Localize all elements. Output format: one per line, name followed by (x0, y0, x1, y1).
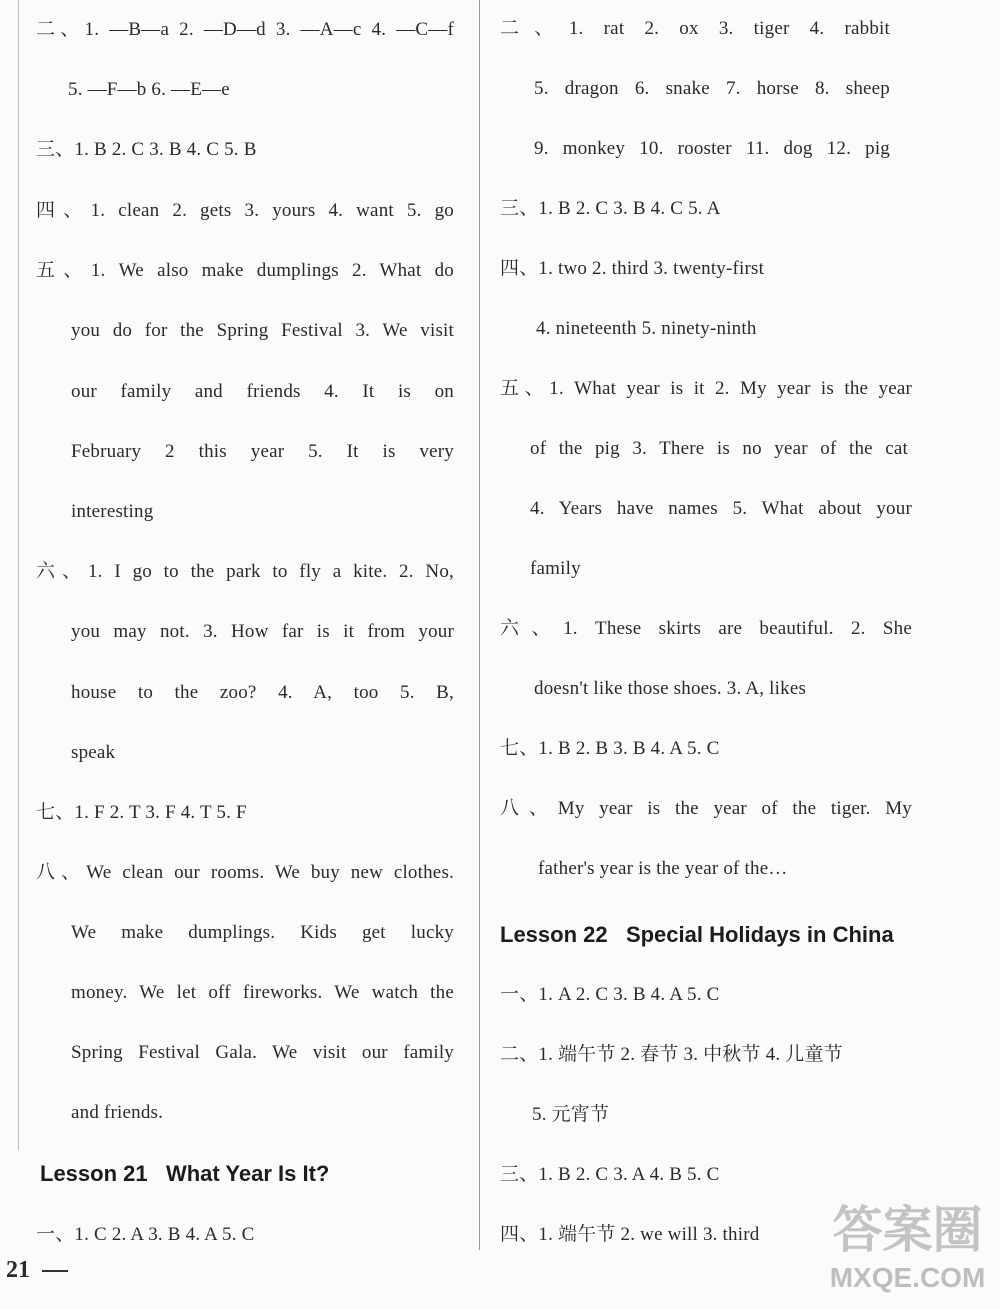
answer-line: speak (71, 742, 116, 763)
answer-line: father's year is the year of the… (538, 858, 788, 879)
answer-line: 4. Years have names 5. What about your (530, 498, 912, 519)
answer-line: 5. dragon 6. snake 7. horse 8. sheep (534, 78, 890, 99)
answer-line: our family and friends 4. It is on (71, 381, 454, 402)
answer-line: 二、1. —B—a 2. —D—d 3. —A—c 4. —C—f (36, 19, 454, 40)
answer-line: 三、1. B 2. C 3. B 4. C 5. A (500, 198, 721, 219)
answer-line: doesn't like those shoes. 3. A, likes (534, 678, 807, 699)
answer-line: 六、1. These skirts are beautiful. 2. She (500, 618, 912, 639)
page-number-dash (42, 1270, 68, 1272)
watermark-url: MXQE.COM (829, 1262, 986, 1293)
answer-line: 四、1. clean 2. gets 3. yours 4. want 5. go (36, 200, 454, 221)
answer-line: 一、1. A 2. C 3. B 4. A 5. C (500, 984, 720, 1005)
answer-line: you may not. 3. How far is it from your (71, 621, 454, 642)
page-number: 21 (6, 1257, 30, 1283)
lesson-21-heading: Lesson 21 What Year Is It? (40, 1161, 330, 1186)
answer-line: Spring Festival Gala. We visit our family (71, 1042, 454, 1063)
column-divider (479, 0, 480, 1250)
answer-line: 一、1. C 2. A 3. B 4. A 5. C (36, 1224, 255, 1245)
answer-line: 五、1. What year is it 2. My year is the year (500, 378, 912, 399)
answer-line: family (530, 558, 581, 579)
answer-line: you do for the Spring Festival 3. We visit (71, 320, 454, 341)
answer-line: 二、1. rat 2. ox 3. tiger 4. rabbit (500, 18, 890, 39)
answer-line: interesting (71, 501, 154, 522)
answer-line: 二、1. 端午节 2. 春节 3. 中秋节 4. 儿童节 (500, 1044, 843, 1065)
answer-line: 三、1. B 2. C 3. A 4. B 5. C (500, 1164, 720, 1185)
left-margin-rule (18, 0, 19, 1150)
answer-line: February 2 this year 5. It is very (71, 441, 454, 462)
lesson-22-heading: Lesson 22 Special Holidays in China (500, 922, 894, 947)
answer-line: 4. nineteenth 5. ninety-ninth (536, 318, 757, 339)
answer-line: 五、1. We also make dumplings 2. What do (36, 260, 454, 281)
answer-line: 八、We clean our rooms. We buy new clothes. (36, 862, 454, 883)
answer-line: 八、My year is the year of the tiger. My (500, 798, 912, 819)
answer-line: 5. —F—b 6. —E—e (68, 79, 230, 100)
watermark-text: 答案圈 (832, 1201, 983, 1259)
answer-line: money. We let off fireworks. We watch the (71, 982, 454, 1003)
answer-line: 三、1. B 2. C 3. B 4. C 5. B (36, 139, 257, 160)
answer-line: of the pig 3. There is no year of the cat (530, 438, 908, 459)
answer-line: 七、1. F 2. T 3. F 4. T 5. F (36, 802, 247, 823)
answer-line: 四、1. two 2. third 3. twenty-first (500, 258, 765, 279)
answer-line: We make dumplings. Kids get lucky (71, 922, 454, 943)
answer-line: 9. monkey 10. rooster 11. dog 12. pig (534, 138, 890, 159)
answer-line: house to the zoo? 4. A, too 5. B, (71, 682, 454, 703)
answer-line: 六、1. I go to the park to fly a kite. 2. No, (36, 561, 454, 582)
answer-line: 5. 元宵节 (532, 1104, 610, 1125)
answer-line: 七、1. B 2. B 3. B 4. A 5. C (500, 738, 720, 759)
watermark-logo (820, 1200, 995, 1300)
answer-line: 四、1. 端午节 2. we will 3. third (500, 1224, 760, 1245)
answer-line: and friends. (71, 1102, 164, 1123)
